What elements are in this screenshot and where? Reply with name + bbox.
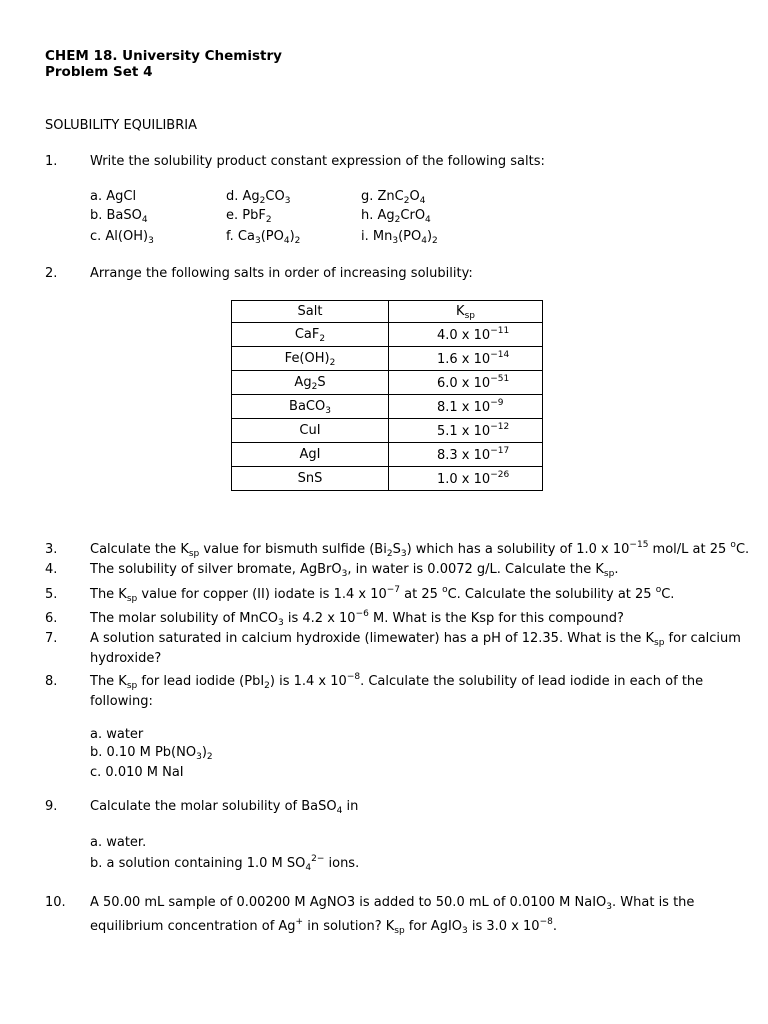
table-row [232, 443, 543, 467]
q9-option-a: a. water. [90, 835, 147, 850]
q9-option-b: b. a solution containing 1.0 M $SO_4^{2-}$ ions. [90, 854, 360, 873]
salt-cell: $Ag_2S$ [232, 371, 389, 395]
salt-i: i. $Mn_3(PO_4)_2$ [361, 229, 438, 246]
section-heading: SOLUBILITY EQUILIBRIA [45, 118, 197, 133]
ksp-cell: 1.0 x $10^{-26}$ [389, 467, 543, 491]
q1-number: 1. [45, 154, 58, 169]
q10-text-line2: equilibrium concentration of Ag+ in solution? $K_{sp}$ for AgIO$_3$ is 3.0 x $10^{-8}$. [90, 917, 557, 936]
table-row [232, 323, 543, 347]
q8-text: The $K_{sp}$ for lead iodide (PbI$_2$) is 1.4 x $10^{-8}$. Calculate the solubility of lead iodide in each of the [90, 672, 704, 691]
q9-text: Calculate the molar solubility of BaSO$_4$ in [90, 799, 359, 816]
q7-number: 7. [45, 631, 58, 646]
salt-b: b. BaSO$_4$ [90, 208, 148, 225]
q4-text: The solubility of silver bromate, AgBrO$_3$, in water is 0.0072 g/L. Calculate the $K_{sp}$. [90, 562, 619, 579]
q8-number: 8. [45, 674, 58, 689]
ksp-cell: 8.3 x $10^{-17}$ [389, 443, 543, 467]
q8-option-b: b. 0.10 M $Pb(NO_3)_2$ [90, 745, 213, 762]
salt-d: d. $Ag_2CO_3$ [226, 189, 291, 206]
salt-a: a. AgCl [90, 189, 137, 204]
q2-number: 2. [45, 266, 58, 281]
table-header-row [232, 301, 543, 323]
salt-c: c. $Al(OH)_3$ [90, 229, 154, 246]
q8-option-c: c. 0.010 M NaI [90, 765, 184, 780]
table-row [232, 395, 543, 419]
salt-cell: AgI [232, 443, 389, 467]
salt-e: e. PbF$_2$ [226, 208, 272, 225]
ksp-cell: 4.0 x $10^{-11}$ [389, 323, 543, 347]
q8-text-line2: following: [90, 694, 153, 709]
q7-text-line2: hydroxide? [90, 651, 162, 666]
salt-cell: CaF$_2$ [232, 323, 389, 347]
q3-number: 3. [45, 542, 58, 557]
ksp-cell: 8.1 x $10^{-9}$ [389, 395, 543, 419]
course-title: CHEM 18. University Chemistry [45, 48, 282, 64]
q1-text: Write the solubility product constant expression of the following salts: [90, 154, 545, 169]
q7-text: A solution saturated in calcium hydroxide (limewater) has a pH of 12.35. What is the $K_{sp}$ for calcium [90, 631, 741, 648]
q5-text: The $K_{sp}$ value for copper (II) iodate is 1.4 x $10^{-7}$ at 25 $^o$C. Calculate the solubility at 25 $^o$C. [90, 585, 675, 604]
q10-text: A 50.00 mL sample of 0.00200 M AgNO3 is added to 50.0 mL of 0.0100 M NaIO$_3$. What is the [90, 895, 695, 912]
q10-number: 10. [45, 895, 66, 910]
ksp-cell: 6.0 x $10^{-51}$ [389, 371, 543, 395]
q6-text: The molar solubility of MnCO$_3$ is 4.2 x $10^{-6}$ M. What is the Ksp for this compound? [90, 609, 624, 628]
q2-text: Arrange the following salts in order of increasing solubility: [90, 266, 473, 281]
salt-f: f. $Ca_3(PO_4)_2$ [226, 229, 301, 246]
q5-number: 5. [45, 587, 58, 602]
salt-cell: CuI [232, 419, 389, 443]
header-salt: Salt [232, 301, 389, 323]
ksp-table [231, 300, 543, 491]
q3-text: Calculate the $K_{sp}$ value for bismuth sulfide $(Bi_2S_3)$ which has a solubility of 1.0 x $10^{-15}$ mol/L at 25 $^o$C. [90, 540, 750, 559]
q8-option-a: a. water [90, 727, 144, 742]
header-ksp: $K_{sp}$ [389, 301, 543, 323]
salt-cell: SnS [232, 467, 389, 491]
table-row [232, 371, 543, 395]
problem-set-title: Problem Set 4 [45, 64, 153, 80]
table-row [232, 467, 543, 491]
table-row [232, 347, 543, 371]
salt-h: h. $Ag_2CrO_4$ [361, 208, 431, 225]
ksp-cell: 5.1 x $10^{-12}$ [389, 419, 543, 443]
q4-number: 4. [45, 562, 58, 577]
q6-number: 6. [45, 611, 58, 626]
table-row [232, 419, 543, 443]
salt-g: g. $ZnC_2O_4$ [361, 189, 426, 206]
salt-cell: BaCO$_3$ [232, 395, 389, 419]
salt-cell: $Fe(OH)_2$ [232, 347, 389, 371]
ksp-cell: 1.6 x $10^{-14}$ [389, 347, 543, 371]
q9-number: 9. [45, 799, 58, 814]
